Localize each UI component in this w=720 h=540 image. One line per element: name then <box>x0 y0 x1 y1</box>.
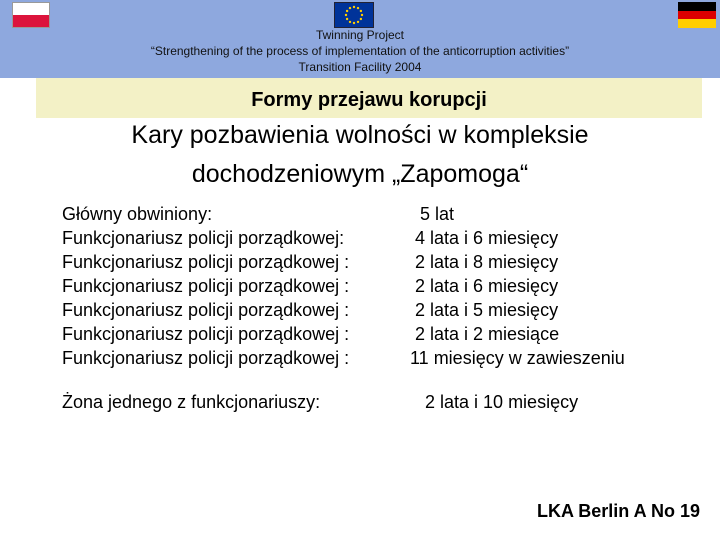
sentence-value: 11 miesięcy w zawieszeniu <box>390 348 625 368</box>
subtitle-line-2: dochodzeniowym „Zapomoga“ <box>191 160 529 188</box>
header-line-3: Transition Facility 2004 <box>298 60 422 74</box>
subtitle-line-1: Kary pozbawienia wolności w kompleksie <box>131 121 589 149</box>
sentence-value: 4 lata i 6 miesięcy <box>390 228 559 248</box>
header-line-1: Twinning Project <box>315 28 405 42</box>
header-text <box>0 27 720 75</box>
slide-subtitle <box>0 116 720 194</box>
sentence-label: Główny obwiniony: <box>62 204 213 224</box>
sentence-value: 2 lata i 2 miesiące <box>390 324 560 344</box>
sentence-label: Funkcjonariusz policji porządkowej: <box>62 228 345 248</box>
flag-eu-icon <box>334 2 374 28</box>
sentence-value: 2 lata i 5 miesięcy <box>390 300 559 320</box>
flag-poland-icon <box>12 2 50 28</box>
header-line-2: “Strengthening of the process of implementation of the anticorruption activities” <box>150 44 570 58</box>
sentence-value: 2 lata i 8 miesięcy <box>390 252 559 272</box>
sentence-label: Funkcjonariusz policji porządkowej : <box>62 324 350 344</box>
sentence-value: 2 lata i 6 miesięcy <box>390 276 559 296</box>
flag-germany-icon <box>678 2 716 28</box>
footer-reference: LKA Berlin A No 19 <box>536 501 700 521</box>
slide-title: Formy przejawu korupcji <box>251 89 487 111</box>
sentence-value: 5 lat <box>390 204 455 224</box>
sentence-label: Funkcjonariusz policji porządkowej : <box>62 348 350 368</box>
sentence-label: Funkcjonariusz policji porządkowej : <box>62 300 350 320</box>
sentence-label: Funkcjonariusz policji porządkowej : <box>62 276 350 296</box>
sentence-label: Funkcjonariusz policji porządkowej : <box>62 252 350 272</box>
wife-sentence-label: Żona jednego z funkcjonariuszy: <box>62 392 321 412</box>
wife-sentence-value: 2 lata i 10 miesięcy <box>390 392 579 412</box>
